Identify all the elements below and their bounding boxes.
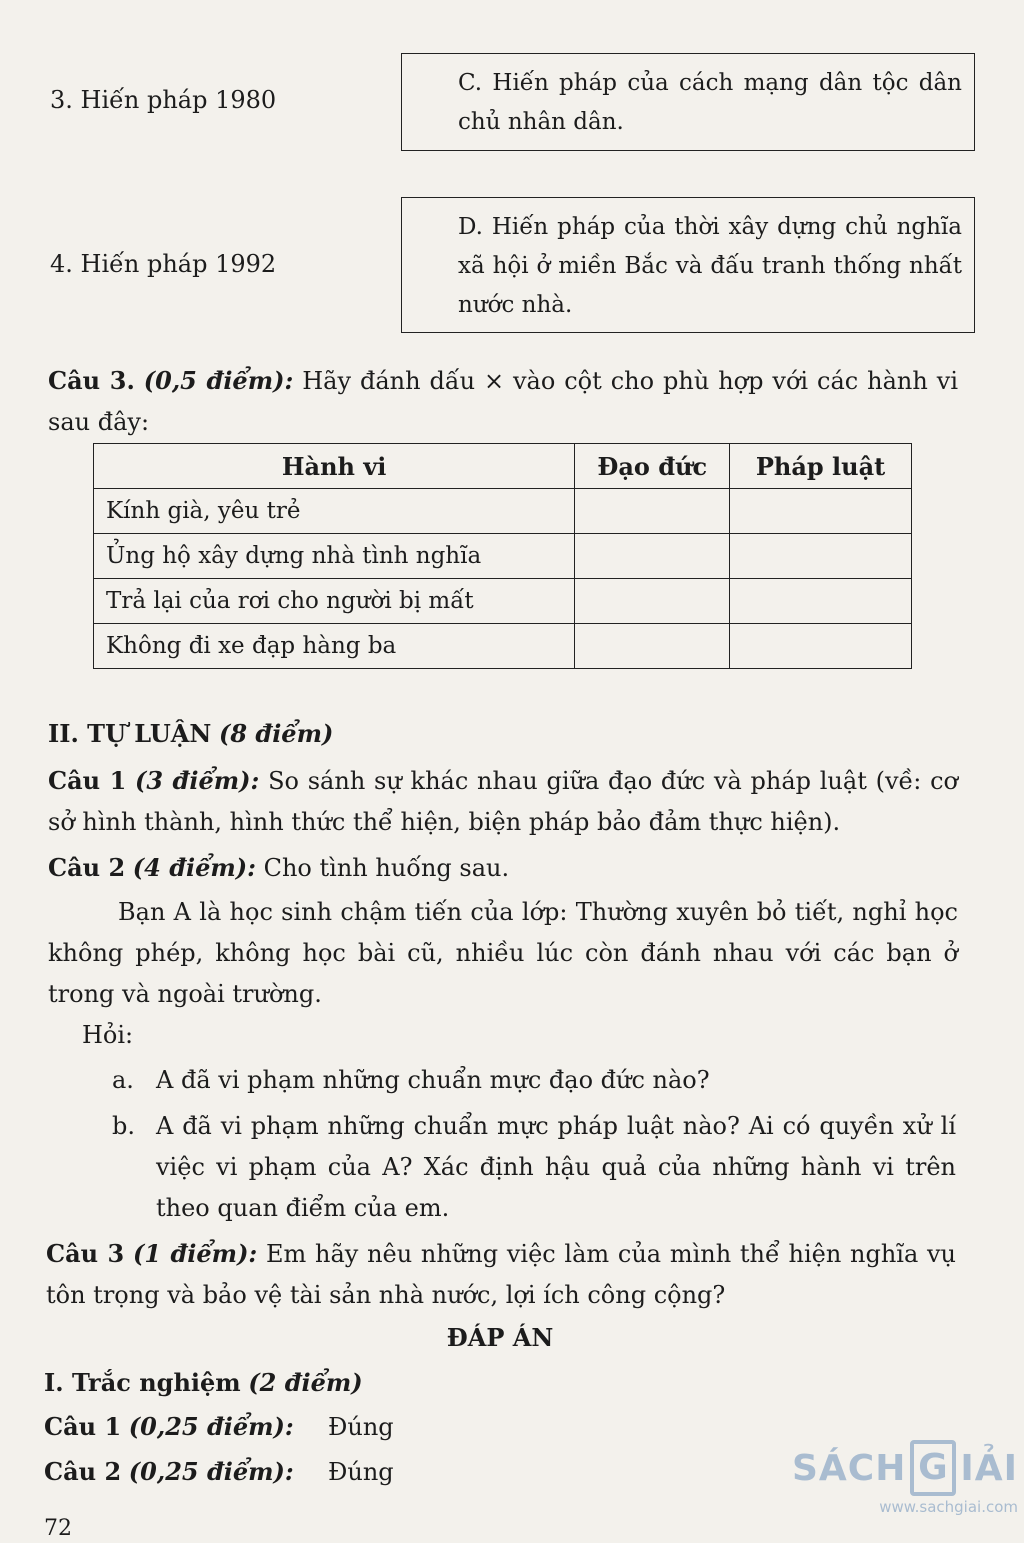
- answer-1-label: Câu 1: [44, 1412, 122, 1441]
- essay-q2-a-text: A đã vi phạm những chuẩn mực đạo đức nào?: [156, 1066, 710, 1094]
- essay-q2-situation: Bạn A là học sinh chậm tiến của lớp: Thường xuyên bỏ tiết, nghỉ học không phép, không học bài cũ, nhiều lúc còn đánh nhau với các bạn ở trong và ngoài trường.: [48, 898, 958, 1008]
- answers-section-title: I. Trắc nghiệm: [44, 1368, 241, 1397]
- table-cell-law[interactable]: [730, 579, 912, 624]
- answer-2-value: Đúng: [328, 1458, 394, 1486]
- answer-1-value: Đúng: [328, 1413, 394, 1441]
- table-cell-ethics[interactable]: [575, 579, 730, 624]
- question-3-text: Hãy đánh dấu × vào cột cho phù hợp với các hành vi sau đây:: [48, 367, 958, 436]
- essay-heading: [48, 714, 333, 754]
- question-3: [48, 360, 958, 443]
- watermark-logo-left: SÁCH: [792, 1447, 907, 1489]
- essay-q3-points: (1 điểm):: [133, 1239, 258, 1268]
- essay-q2-b-marker: b.: [112, 1112, 135, 1140]
- essay-question-3: [46, 1233, 956, 1316]
- answer-1: [44, 1407, 294, 1447]
- matching-box-c: [401, 53, 975, 151]
- table-cell-ethics[interactable]: [575, 489, 730, 534]
- answer-1-points: (0,25 điểm):: [128, 1412, 294, 1441]
- essay-q2-points: (4 điểm):: [132, 853, 256, 882]
- answer-2: [44, 1452, 294, 1492]
- watermark-logo-right: IẢI: [960, 1447, 1018, 1489]
- table-row: [94, 579, 912, 624]
- table-cell-behavior: Ủng hộ xây dựng nhà tình nghĩa: [94, 534, 575, 579]
- answer-2-points: (0,25 điểm):: [128, 1457, 294, 1486]
- matching-box-d: [401, 197, 975, 333]
- essay-q2-b-text: A đã vi phạm những chuẩn mực pháp luật nào? Ai có quyền xử lí việc vi phạm của A? Xác định hậu quả của những hành vi trên theo quan điểm của em.: [156, 1112, 956, 1222]
- table-cell-law[interactable]: [730, 624, 912, 669]
- answers-title: ĐÁP ÁN: [446, 1323, 554, 1352]
- answers-section-points: (2 điểm): [248, 1368, 363, 1397]
- essay-q1-text: So sánh sự khác nhau giữa đạo đức và pháp luật (về: cơ sở hình thành, hình thức thể hiện, biện pháp bảo đảm thực hiện).: [48, 767, 958, 836]
- watermark-url: www.sachgiai.com: [879, 1498, 1018, 1516]
- table-cell-ethics[interactable]: [575, 534, 730, 579]
- watermark-logo: [792, 1440, 1018, 1496]
- matching-right-d: D. Hiến pháp của thời xây dựng chủ nghĩa xã hội ở miền Bắc và đấu tranh thống nhất nước nhà.: [458, 214, 962, 318]
- matching-left-3: 3. Hiến pháp 1980: [50, 86, 277, 114]
- table-cell-behavior: Không đi xe đạp hàng ba: [94, 624, 575, 669]
- essay-q1-points: (3 điểm):: [135, 766, 260, 795]
- question-3-label: Câu 3.: [48, 366, 135, 395]
- essay-q2-ask: Hỏi:: [82, 1021, 134, 1049]
- matching-left-4: 4. Hiến pháp 1992: [50, 250, 277, 278]
- table-header-ethics: Đạo đức: [575, 444, 730, 489]
- essay-question-2: [48, 848, 509, 888]
- answer-2-label: Câu 2: [44, 1457, 122, 1486]
- essay-question-1: [48, 760, 958, 843]
- essay-q2-text: Cho tình huống sau.: [255, 854, 510, 882]
- essay-heading-title: II. TỰ LUẬN: [48, 719, 212, 748]
- table-row: [94, 534, 912, 579]
- table-cell-behavior: Kính già, yêu trẻ: [94, 489, 575, 534]
- essay-q2-a-marker: a.: [112, 1066, 134, 1094]
- table-row: [94, 489, 912, 534]
- answers-section: [44, 1363, 363, 1403]
- table-cell-ethics[interactable]: [575, 624, 730, 669]
- table-header-behavior: Hành vi: [94, 444, 575, 489]
- page-number: 72: [44, 1516, 72, 1541]
- table-header-law: Pháp luật: [730, 444, 912, 489]
- essay-q1-label: Câu 1: [48, 766, 127, 795]
- table-cell-law[interactable]: [730, 534, 912, 579]
- watermark-logo-g: G: [910, 1440, 956, 1496]
- essay-q3-text: Em hãy nêu những việc làm của mình thể hiện nghĩa vụ tôn trọng và bảo vệ tài sản nhà nước, lợi ích công cộng?: [46, 1240, 957, 1309]
- table-header-row: [94, 444, 912, 489]
- essay-q3-label: Câu 3: [46, 1239, 125, 1268]
- behavior-table: [93, 443, 912, 669]
- table-row: [94, 624, 912, 669]
- essay-heading-points: (8 điểm): [219, 719, 334, 748]
- question-3-points: (0,5 điểm):: [143, 366, 294, 395]
- table-cell-law[interactable]: [730, 489, 912, 534]
- table-cell-behavior: Trả lại của rơi cho người bị mất: [94, 579, 575, 624]
- essay-q2-label: Câu 2: [48, 853, 126, 882]
- matching-right-c: C. Hiến pháp của cách mạng dân tộc dân chủ nhân dân.: [458, 70, 962, 135]
- watermark: [792, 1440, 1018, 1516]
